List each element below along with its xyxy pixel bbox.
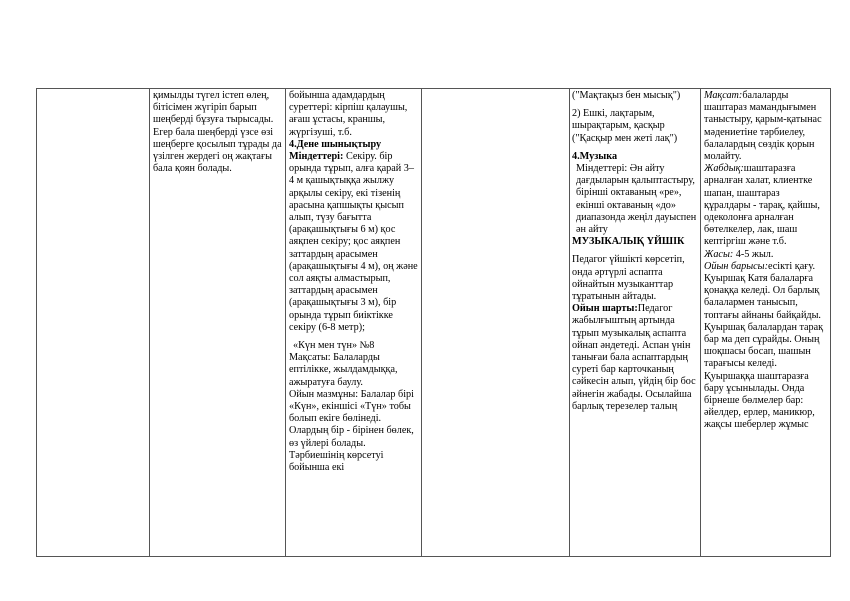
- col3-intro: бойынша адамдардың суреттері: кірпіш қалаушы, ағаш ұстасы, краншы, жүргізушi, т.б.: [289, 90, 408, 138]
- music-heading: 4.Музыка: [572, 150, 618, 162]
- progress-label: Ойын барысы:: [704, 260, 768, 272]
- game-title: «Күн мен түн» №8: [293, 340, 375, 352]
- game-goal: Мақсаты: Балаларды ептілікке, жылдамдыққа, ажыратуға баулу.: [289, 352, 398, 388]
- music-tasks: Міндеттері: Ән айту дағдыларын қалыптастыру, бірінші октаваның «ре», екінші октаваның «до» диапазонда жеңіл дауыспен ән айту: [576, 163, 697, 236]
- game-rules-text: қимылды түгел істеп өлең, бітісімен жүгіріп барып шеңберді бұзуға тырысады. Егер бала шеңберді үзсе өзі шеңберге қосылып тұрады да үзілген жердегі оң жақтағы бала қоян болады.: [153, 90, 282, 175]
- pe-heading: 4.Дене шынықтыру: [289, 138, 382, 150]
- pe-tasks-label: Міндеттері:: [289, 151, 344, 163]
- music-game-desc: Педагог үйшікті көрсетіп, онда әртүрлі аспапта ойнайтын музыканттар тұратынын айтады.: [572, 254, 685, 303]
- goal-text: балаларды шаштараз мамандығымен таныстыру, қарым-қатынас мәдениетіне тәрбиелеу, балалардың сөздік қорын молайту.: [704, 90, 822, 163]
- goal-label: Мақсат:: [704, 90, 743, 101]
- music-rules-label: Ойын шарты:: [572, 303, 638, 315]
- music-game-title: МУЗЫКАЛЫҚ ҮЙШІК: [572, 236, 685, 248]
- progress-text: есікті қағу. Қуыршақ Катя балаларға қонаққа келеді. Ол барлық балалармен танысып, топтағы айнаны байқайды. Қуыршақ балалардан тарақ бар ма деп сұрайды. Оның шоқшасы босап, шашын тарағысы келеді. Қуыршаққа шаштаразға бару ұсынылады. Онда бірнеше бөлмелер бар: әйелдер, ерлер, маникюр, жақсы шеберлер жұмыс: [704, 260, 824, 431]
- cell-physical: [286, 89, 422, 557]
- music-item1-tail: ("Мақтақыз бен мысық"): [572, 90, 681, 101]
- music-rules-text: Педагог жабылғыштың артында тұрып музыкалық аспапта ойнап әндетеді. Аспан үнін танығаи бала аспаптардың суреті бар карточканың сәйкесін алып, үйдің бір бос әйнегін жабады. Осылайша барлық терезелер талың: [572, 303, 696, 412]
- cell-empty: [37, 89, 150, 557]
- cell-empty-2: [422, 89, 570, 557]
- equipment-text: шаштаразға арналған халат, клиентке шапан, шаштараз құралдары - тарақ, қайшы, одеколонға арналған бөтелкелер, лак, шаш кептіргіш және т.б.: [704, 163, 820, 248]
- pe-tasks-text: Секіру. бір орында тұрып, алға қарай 3–4 м қашықтыққа жылжу арқылы секіру, екі тізенің арасына қапшықты қысып алып, түзу бағытта (арақашықтығы 6 м) қос аяқпен секіру; қос аяқпен заттардың арасымен (арақашықтығы 4 м), оң және сол аяқты алмастырып, заттардың арасымен (арақашықтығы 3 м), бір орында тұрып биіктікке секіру (6-8 метр);: [289, 151, 418, 333]
- age-label: Жасы:: [704, 248, 734, 260]
- music-item2: 2) Ешкі, лақтарым, шырақтарым, қасқыр ("Қасқыр мен жеті лақ"): [572, 108, 678, 144]
- cell-game-rules: [150, 89, 286, 557]
- plan-table: [36, 88, 831, 557]
- age-text: 4-5 жыл.: [733, 248, 774, 260]
- cell-music: [570, 89, 701, 557]
- cell-role-play: [701, 89, 831, 557]
- table-row: [37, 89, 831, 557]
- equipment-label: Жабдық:: [704, 163, 744, 175]
- game-content: Ойын мазмұны: Балалар бірі «Күн», екіншісі «Түн» тобы болып екіге бөлінеді. Олардың бір - бірінен бөлек, өз үйлері болады. Тәрбиешінің көрсетуі бойынша екі: [289, 388, 414, 474]
